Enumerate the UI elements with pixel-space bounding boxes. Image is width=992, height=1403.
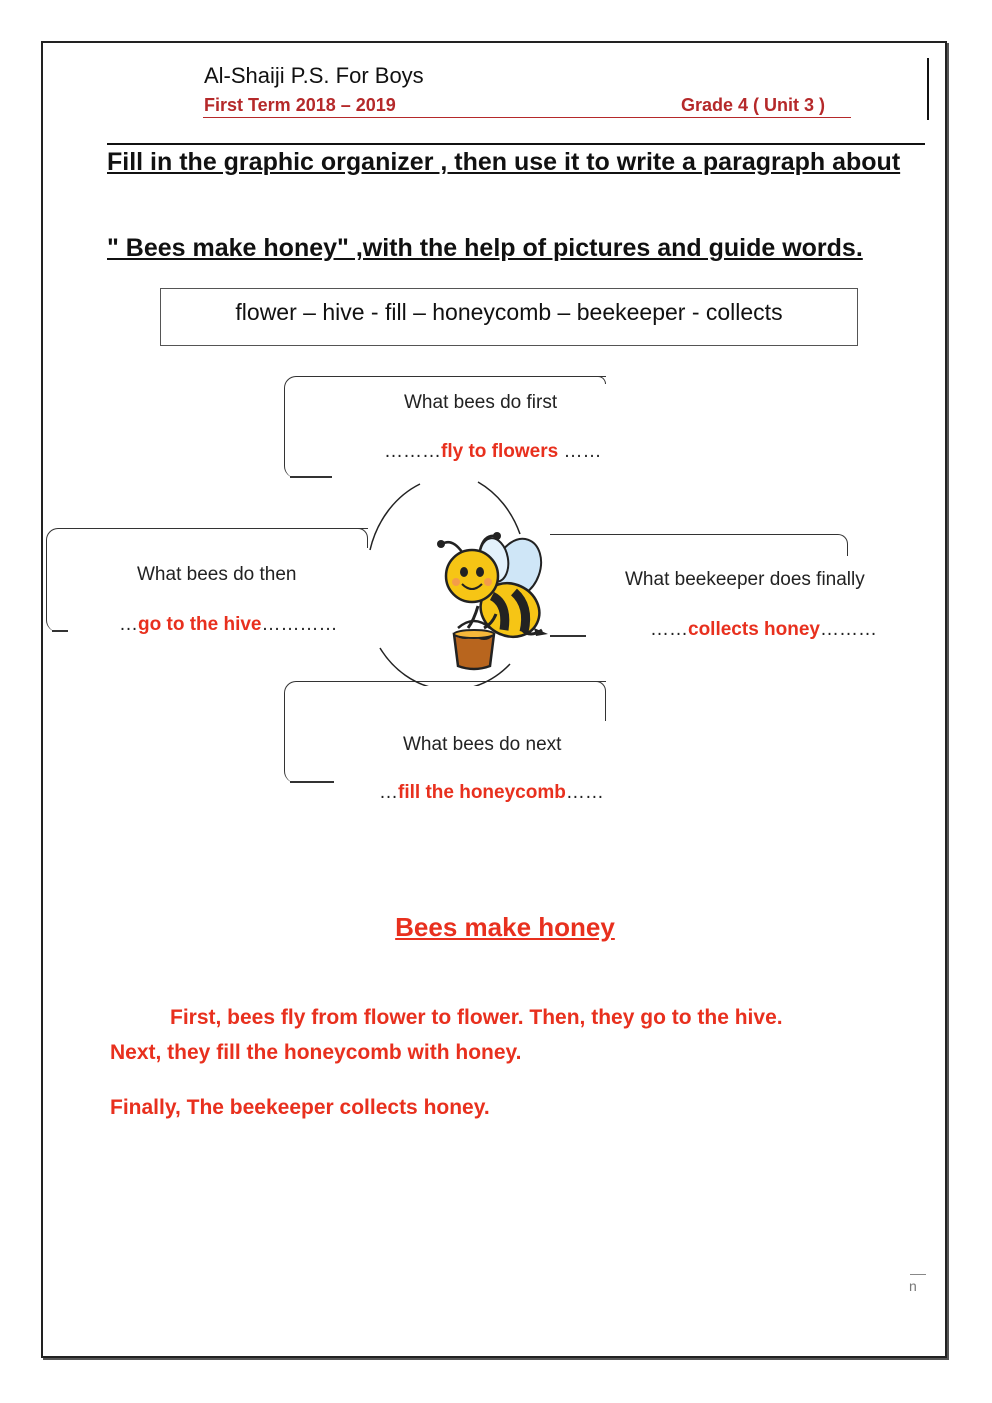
grade-label: Grade 4 ( Unit 3 ) xyxy=(681,95,826,115)
next-answer: fill the honeycomb xyxy=(398,782,566,803)
first-suffix-dots: …… xyxy=(558,441,602,462)
then-prefix-dots: … xyxy=(119,614,138,635)
page-number-rule xyxy=(910,1274,926,1275)
next-suffix-dots: …… xyxy=(565,782,604,803)
then-answer: go to the hive xyxy=(138,614,262,635)
next-answer-line xyxy=(379,782,604,804)
first-label: What bees do first xyxy=(404,392,558,413)
next-prefix-dots: … xyxy=(379,782,398,803)
paragraph-title: Bees make honey xyxy=(395,912,615,942)
instruction-line-2: " Bees make honey" ,with the help of pictures and guide words. xyxy=(107,234,863,262)
header-right-rule xyxy=(927,58,929,120)
finally-suffix-dots: ……… xyxy=(820,619,877,640)
finally-label: What beekeeper does finally xyxy=(625,569,865,590)
next-label: What bees do next xyxy=(403,734,562,755)
next-box-bracket xyxy=(284,681,606,783)
term-label: First Term 2018 – 2019 xyxy=(204,95,396,115)
first-answer-line xyxy=(384,441,601,463)
finally-box-top xyxy=(550,534,848,556)
paragraph-line-3: Finally, The beekeeper collects honey. xyxy=(110,1096,490,1119)
then-label: What bees do then xyxy=(137,564,297,585)
bee-icon xyxy=(430,530,560,675)
paragraph-line-1: First, bees fly from flower to flower. Then, they go to the hive. xyxy=(170,1006,783,1029)
then-box-bottom xyxy=(52,630,68,632)
school-name: Al-Shaiji P.S. For Boys xyxy=(204,63,424,88)
first-answer: fly to flowers xyxy=(441,441,559,462)
first-box-bottom xyxy=(290,476,332,478)
finally-answer-line xyxy=(650,619,877,641)
term-underline xyxy=(203,117,851,118)
instruction-line-1: Fill in the graphic organizer , then use it to write a paragraph about xyxy=(107,148,901,176)
paragraph-line-2: Next, they fill the honeycomb with honey. xyxy=(110,1041,522,1064)
page-number: n xyxy=(909,1278,917,1294)
then-suffix-dots: ………… xyxy=(261,614,338,635)
guide-words-box: flower – hive - fill – honeycomb – beekeeper - collects xyxy=(160,288,858,346)
next-box-topright xyxy=(590,681,606,721)
first-prefix-dots: ……… xyxy=(384,441,441,462)
next-box-bottom xyxy=(290,781,334,783)
finally-answer: collects honey xyxy=(688,619,820,640)
finally-prefix-dots: …… xyxy=(650,619,688,640)
then-answer-line xyxy=(119,614,338,636)
